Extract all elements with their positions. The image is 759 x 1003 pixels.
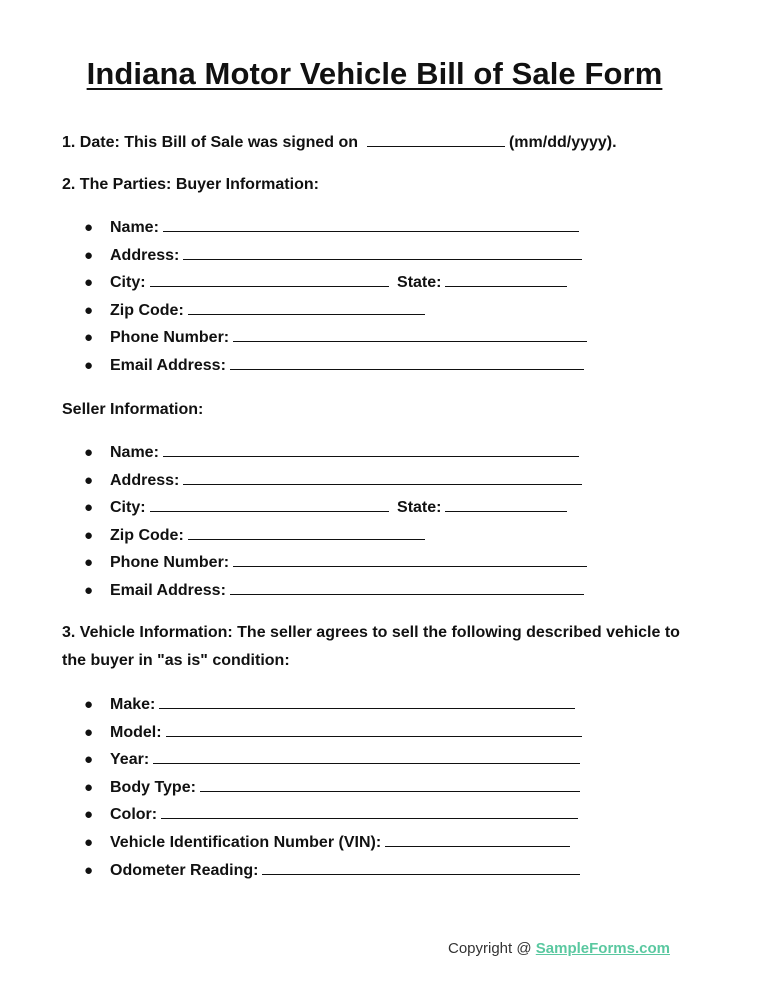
field-label: Phone Number: <box>110 329 230 347</box>
bullet-icon: ● <box>84 833 94 851</box>
body-type-blank[interactable] <box>200 777 580 792</box>
buyer-address-item <box>62 242 587 270</box>
field-label: Name: <box>110 444 159 461</box>
bullet-icon: ● <box>84 751 94 769</box>
field-label: Vehicle Identification Number (VIN): <box>110 833 382 851</box>
field-label: Color: <box>110 806 158 824</box>
field-label: City: <box>110 274 146 292</box>
field-label: Make: <box>110 696 156 713</box>
buyer-zip-blank[interactable] <box>188 300 425 315</box>
brand-link[interactable]: SampleForms.com <box>535 940 670 957</box>
field-label: Model: <box>110 723 162 741</box>
buyer-address-blank[interactable] <box>183 245 582 260</box>
state-label: State: <box>397 274 442 292</box>
vehicle-heading: 3. Vehicle Information: The seller agrees to sell the following described vehicle to the buyer in "as is" condition: <box>62 624 680 669</box>
bullet-icon: ● <box>84 526 94 544</box>
seller-state-blank[interactable] <box>445 497 567 512</box>
buyer-phone-blank[interactable] <box>233 327 587 342</box>
year-blank[interactable] <box>153 749 580 764</box>
seller-zip-blank[interactable] <box>188 525 425 540</box>
bullet-icon: ● <box>84 806 94 824</box>
field-label: Email Address: <box>110 581 226 599</box>
vehicle-color-item <box>62 801 582 829</box>
seller-name-blank[interactable] <box>163 442 579 457</box>
color-blank[interactable] <box>161 804 578 819</box>
vehicle-year-item <box>62 746 582 774</box>
field-label: Zip Code: <box>110 526 184 544</box>
bullet-icon: ● <box>84 723 94 741</box>
buyer-name-item <box>62 214 587 242</box>
field-label: Odometer Reading: <box>110 861 259 879</box>
bullet-icon: ● <box>84 554 94 572</box>
bullet-icon: ● <box>84 778 94 796</box>
seller-email-item <box>62 577 587 605</box>
buyer-zip-item <box>62 297 587 325</box>
bullet-icon: ● <box>84 444 94 461</box>
bullet-icon: ● <box>84 499 94 517</box>
field-label: Phone Number: <box>110 554 230 572</box>
buyer-heading: 2. The Parties: Buyer Information: <box>62 176 319 193</box>
bullet-icon: ● <box>84 274 94 292</box>
buyer-phone-item <box>62 324 587 352</box>
bullet-icon: ● <box>84 301 94 319</box>
vehicle-fields-list <box>62 691 582 884</box>
model-blank[interactable] <box>166 722 582 737</box>
vehicle-odometer-item <box>62 857 582 885</box>
seller-city-blank[interactable] <box>150 497 389 512</box>
bullet-icon: ● <box>84 696 94 713</box>
bullet-icon: ● <box>84 356 94 374</box>
date-prefix: 1. Date: This Bill of Sale was signed on <box>62 134 359 151</box>
field-label: Address: <box>110 471 180 489</box>
seller-email-blank[interactable] <box>230 580 584 595</box>
state-label: State: <box>397 499 442 517</box>
bullet-icon: ● <box>84 861 94 879</box>
field-label: Body Type: <box>110 778 196 796</box>
seller-address-blank[interactable] <box>183 470 582 485</box>
seller-phone-blank[interactable] <box>233 552 587 567</box>
vin-blank[interactable] <box>385 832 570 847</box>
seller-heading: Seller Information: <box>62 401 204 418</box>
odometer-blank[interactable] <box>262 860 580 875</box>
seller-zip-item <box>62 522 587 550</box>
buyer-name-blank[interactable] <box>163 217 579 232</box>
buyer-email-item <box>62 352 587 380</box>
field-label: City: <box>110 499 146 517</box>
vehicle-make-item <box>62 691 582 719</box>
form-title: Indiana Motor Vehicle Bill of Sale Form <box>86 56 663 91</box>
bullet-icon: ● <box>84 471 94 489</box>
buyer-city-blank[interactable] <box>150 272 389 287</box>
buyer-city-item <box>62 269 587 297</box>
vehicle-vin-item <box>62 829 582 857</box>
seller-address-item <box>62 467 587 495</box>
bullet-icon: ● <box>84 219 94 236</box>
seller-fields-list <box>62 439 587 605</box>
bullet-icon: ● <box>84 246 94 264</box>
vehicle-body-type-item <box>62 774 582 802</box>
buyer-state-blank[interactable] <box>445 272 567 287</box>
footer <box>448 940 670 957</box>
buyer-fields-list <box>62 214 587 380</box>
make-blank[interactable] <box>159 694 575 709</box>
bullet-icon: ● <box>84 581 94 599</box>
field-label: Name: <box>110 219 159 236</box>
buyer-email-blank[interactable] <box>230 355 584 370</box>
date-blank[interactable] <box>367 132 505 147</box>
field-label: Email Address: <box>110 356 226 374</box>
seller-name-item <box>62 439 587 467</box>
field-label: Year: <box>110 751 150 769</box>
bullet-icon: ● <box>84 329 94 347</box>
field-label: Address: <box>110 246 180 264</box>
copyright-text: Copyright @ <box>448 940 532 957</box>
vehicle-model-item <box>62 719 582 747</box>
date-line <box>62 132 617 152</box>
field-label: Zip Code: <box>110 301 184 319</box>
date-suffix: (mm/dd/yyyy). <box>508 134 617 151</box>
seller-phone-item <box>62 549 587 577</box>
seller-city-item <box>62 494 587 522</box>
